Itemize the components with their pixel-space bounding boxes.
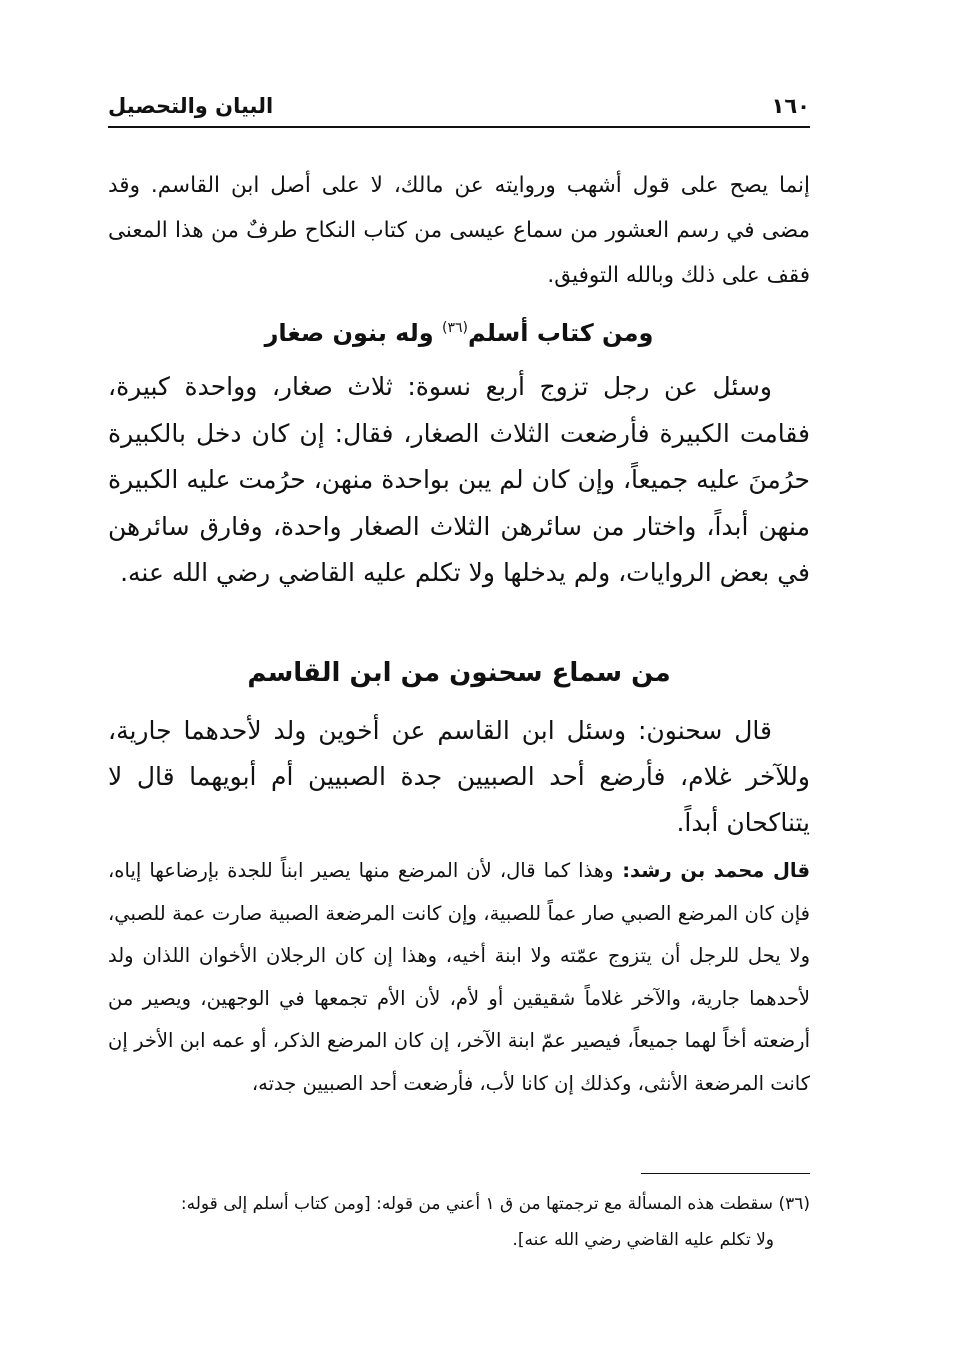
commentary-lead: قال محمد بن رشد: [613,859,810,882]
commentary-body: وهذا كما قال، لأن المرضع منها يصير ابناً للجدة بإرضاعها إياه، فإن كان المرضع الصبي صار عماً للصبية، وإن كانت المرضعة الصبية صارت عمة للصبي، ولا يحل للرجل أن يتزوج عمّته ولا ابنة أخيه، وهذا إن كان الرجلان الأخوان اللذان ولد لأحدهما جارية، والآخر غلاماً شقيقين أو لأم، لأن الأم تجمعها في الوجهين، ويصير من أرضعته أخاً لهما جميعاً، فيصير عمّ ابنة الآخر، إن كان المرضع الذكر، أو عمه ابن الأخر إن كانت المرضعة الأنثى، وكذلك إن كانا لأب، فأرضعت أحد الصبيين جدته، [108,859,810,1095]
book-title: البيان والتحصيل [108,94,274,118]
section-heading-aslam [108,308,810,353]
paragraph-text: إنما يصح على قول أشهب وروايته عن مالك، لا على أصل ابن القاسم. وقد مضى في رسم العشور من سماع عيسى من كتاب النكاح طرفٌ من هذا المعنى فقف على ذلك وبالله التوفيق. [108,173,810,288]
paragraph-question [108,364,810,597]
paragraph-continuation [108,163,810,298]
paragraph-sahnun [108,708,810,846]
paragraph-text: قال سحنون: وسئل ابن القاسم عن أخوين ولد لأحدهما جارية، وللآخر غلام، فأرضع أحد الصبيين جدة الصبيين أم أبويهما قال لا يتناكحان أبداً. [108,716,810,837]
footnote-marker: (٣٦) [442,320,469,336]
section-heading-sahnun: من سماع سحنون من ابن القاسم [247,658,671,688]
heading-text: ومن كتاب أسلم [468,319,654,347]
header-rule [108,126,810,128]
paragraph-commentary [108,850,810,1105]
paragraph-text [108,850,810,1105]
page-number: ١٦٠ [771,94,810,118]
footnote-line: (٣٦) سقطت هذه المسألة مع ترجمتها من ق ١ أعني من قوله: [ومن كتاب أسلم إلى قوله: [180,1194,810,1214]
footnote-rule [641,1173,810,1174]
running-header [108,88,810,124]
heading-text-rest: وله بنون صغار [264,319,443,347]
footnote-line: ولا تكلم عليه القاضي رضي الله عنه]. [512,1230,774,1250]
footnote [108,1186,810,1258]
paragraph-text: وسئل عن رجل تزوج أربع نسوة: ثلاث صغار، وواحدة كبيرة، فقامت الكبيرة فأرضعت الثلاث الصغار، فقال: إن كان دخل بالكبيرة حرُمنَ عليه جميعاً، وإن كان لم يبن بواحدة منهن، حرُمت عليه الكبيرة منهن أبداً، واختار من سائرهن الثلاث الصغار واحدة، وفارق سائرهن في بعض الروايات، ولم يدخلها ولا تكلم عليه القاضي رضي الله عنه. [108,372,810,587]
